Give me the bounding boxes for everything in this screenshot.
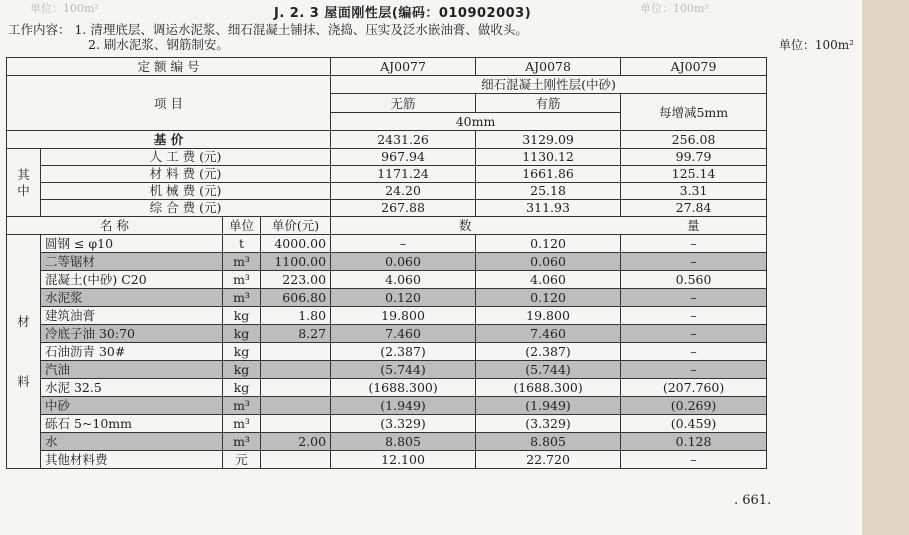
material-quantity: (3.329) <box>476 415 621 433</box>
material-quantity: 7.460 <box>476 325 621 343</box>
within-row-value: 24.20 <box>331 183 476 200</box>
material-unit: kg <box>223 325 261 343</box>
material-unit: m³ <box>223 253 261 271</box>
within-label-a: 其 <box>17 166 30 182</box>
material-name: 二等锯材 <box>41 253 223 271</box>
within-row-name: 机 械 费 (元) <box>41 183 331 200</box>
material-quantity: 12.100 <box>331 451 476 469</box>
within-row-value: 27.84 <box>621 200 767 217</box>
material-price: 8.27 <box>261 325 331 343</box>
material-unit: m³ <box>223 289 261 307</box>
material-row <box>7 451 767 469</box>
material-unit: m³ <box>223 397 261 415</box>
quota-table <box>6 57 767 469</box>
material-name: 冷底子油 30:70 <box>41 325 223 343</box>
group-label: 细石混凝土刚性层(中砂) <box>331 76 767 94</box>
material-quantity: (0.459) <box>621 415 767 433</box>
material-quantity: – <box>621 343 767 361</box>
material-quantity: (0.269) <box>621 397 767 415</box>
material-quantity: (207.760) <box>621 379 767 397</box>
quantity-header-2: 量 <box>621 217 767 235</box>
page-edge <box>862 0 909 535</box>
material-name: 水泥 32.5 <box>41 379 223 397</box>
material-unit: m³ <box>223 433 261 451</box>
material-price <box>261 361 331 379</box>
material-name-header: 名 称 <box>7 217 223 235</box>
material-quantity: 0.120 <box>476 235 621 253</box>
item-label: 项 目 <box>7 76 331 131</box>
material-quantity: (1.949) <box>331 397 476 415</box>
within-row-value: 1171.24 <box>331 166 476 183</box>
material-unit: 元 <box>223 451 261 469</box>
material-name: 石油沥青 30# <box>41 343 223 361</box>
material-price: 1100.00 <box>261 253 331 271</box>
material-unit: kg <box>223 361 261 379</box>
material-unit: m³ <box>223 271 261 289</box>
bleed-through-text-right: 单位：100m² <box>640 2 709 15</box>
material-row <box>7 415 767 433</box>
sub-label-3: 每增减5mm <box>621 94 767 131</box>
material-quantity: 0.060 <box>476 253 621 271</box>
material-name: 水 <box>41 433 223 451</box>
work-content <box>8 22 528 52</box>
sub-label-1: 无筋 <box>331 94 476 113</box>
material-row <box>7 343 767 361</box>
within-row-value: 967.94 <box>331 149 476 166</box>
material-quantity: 0.120 <box>331 289 476 307</box>
material-price <box>261 415 331 433</box>
section-title: J. 2. 3 屋面刚性层(编码：010902003) <box>274 6 532 21</box>
material-quantity: 8.805 <box>331 433 476 451</box>
code-1: AJ0077 <box>331 58 476 76</box>
material-unit: kg <box>223 343 261 361</box>
material-price <box>261 451 331 469</box>
material-quantity: (3.329) <box>331 415 476 433</box>
material-name: 圆钢 ≤ φ10 <box>41 235 223 253</box>
material-quantity: 0.120 <box>476 289 621 307</box>
material-row <box>7 397 767 415</box>
material-name: 混凝土(中砂) C20 <box>41 271 223 289</box>
code-2: AJ0078 <box>476 58 621 76</box>
material-row <box>7 307 767 325</box>
material-row <box>7 361 767 379</box>
material-quantity: – <box>621 325 767 343</box>
within-row-name: 综 合 费 (元) <box>41 200 331 217</box>
base-price-label: 基 价 <box>7 131 331 149</box>
material-name: 建筑油膏 <box>41 307 223 325</box>
within-row-value: 1661.86 <box>476 166 621 183</box>
material-price: 606.80 <box>261 289 331 307</box>
material-quantity: 4.060 <box>476 271 621 289</box>
material-quantity: 0.128 <box>621 433 767 451</box>
material-row <box>7 379 767 397</box>
material-row <box>7 325 767 343</box>
material-row <box>7 433 767 451</box>
material-quantity: 0.560 <box>621 271 767 289</box>
material-row <box>7 253 767 271</box>
base-price-3: 256.08 <box>621 131 767 149</box>
material-price: 2.00 <box>261 433 331 451</box>
material-quantity: (5.744) <box>331 361 476 379</box>
material-price: 1.80 <box>261 307 331 325</box>
material-quantity: 19.800 <box>476 307 621 325</box>
within-label-b: 中 <box>17 182 30 198</box>
work-content-line-2: 2. 刷水泥浆、钢筋制安。 <box>88 37 229 52</box>
base-price-2: 3129.09 <box>476 131 621 149</box>
quantity-header-spacer <box>476 217 621 235</box>
material-unit: t <box>223 235 261 253</box>
material-quantity: (5.744) <box>476 361 621 379</box>
within-row-value: 3.31 <box>621 183 767 200</box>
within-row-value: 25.18 <box>476 183 621 200</box>
material-quantity: 19.800 <box>331 307 476 325</box>
within-row-value: 1130.12 <box>476 149 621 166</box>
material-name: 其他材料费 <box>41 451 223 469</box>
material-quantity: 4.060 <box>331 271 476 289</box>
page-number: . 661. <box>734 493 772 508</box>
bleed-through-text-left: 单位：100m² <box>30 2 99 15</box>
material-price <box>261 379 331 397</box>
material-quantity: – <box>621 361 767 379</box>
material-row <box>7 271 767 289</box>
material-quantity: – <box>621 307 767 325</box>
material-quantity: (2.387) <box>331 343 476 361</box>
unit-label: 单位：100m² <box>778 38 854 52</box>
material-label-b: 料 <box>17 373 30 389</box>
thickness-label: 40mm <box>331 113 621 131</box>
work-content-line-1: 工作内容： 1. 清理底层、调运水泥浆、细石混凝土铺抹、浇捣、压实及泛水嵌油膏、做收头。 <box>8 22 528 37</box>
material-quantity: – <box>621 235 767 253</box>
quota-no-label: 定 额 编 号 <box>7 58 331 76</box>
material-name: 中砂 <box>41 397 223 415</box>
material-unit: m³ <box>223 415 261 433</box>
within-row-value: 311.93 <box>476 200 621 217</box>
material-price <box>261 343 331 361</box>
within-label <box>7 149 41 217</box>
material-quantity: 0.060 <box>331 253 476 271</box>
quantity-header: 数 <box>331 217 476 235</box>
material-quantity: – <box>331 235 476 253</box>
base-price-1: 2431.26 <box>331 131 476 149</box>
material-quantity: (1688.300) <box>476 379 621 397</box>
within-row-value: 267.88 <box>331 200 476 217</box>
within-row-value: 125.14 <box>621 166 767 183</box>
material-quantity: – <box>621 253 767 271</box>
within-row-name: 人 工 费 (元) <box>41 149 331 166</box>
material-quantity: (1688.300) <box>331 379 476 397</box>
material-quantity: – <box>621 289 767 307</box>
material-label-a: 材 <box>17 313 30 329</box>
material-row <box>7 289 767 307</box>
material-unit: kg <box>223 307 261 325</box>
material-quantity: 22.720 <box>476 451 621 469</box>
material-quantity: 7.460 <box>331 325 476 343</box>
within-row-name: 材 料 费 (元) <box>41 166 331 183</box>
material-name: 砾石 5~10mm <box>41 415 223 433</box>
material-price <box>261 397 331 415</box>
price-header: 单价(元) <box>261 217 331 235</box>
material-label <box>7 235 41 469</box>
unit-header: 单位 <box>223 217 261 235</box>
material-quantity: 8.805 <box>476 433 621 451</box>
material-quantity: – <box>621 451 767 469</box>
material-unit: kg <box>223 379 261 397</box>
within-row-value: 99.79 <box>621 149 767 166</box>
material-price: 223.00 <box>261 271 331 289</box>
material-name: 水泥浆 <box>41 289 223 307</box>
code-3: AJ0079 <box>621 58 767 76</box>
material-quantity: (1.949) <box>476 397 621 415</box>
material-quantity: (2.387) <box>476 343 621 361</box>
material-price: 4000.00 <box>261 235 331 253</box>
material-name: 汽油 <box>41 361 223 379</box>
sub-label-2: 有筋 <box>476 94 621 113</box>
material-row <box>7 235 767 253</box>
